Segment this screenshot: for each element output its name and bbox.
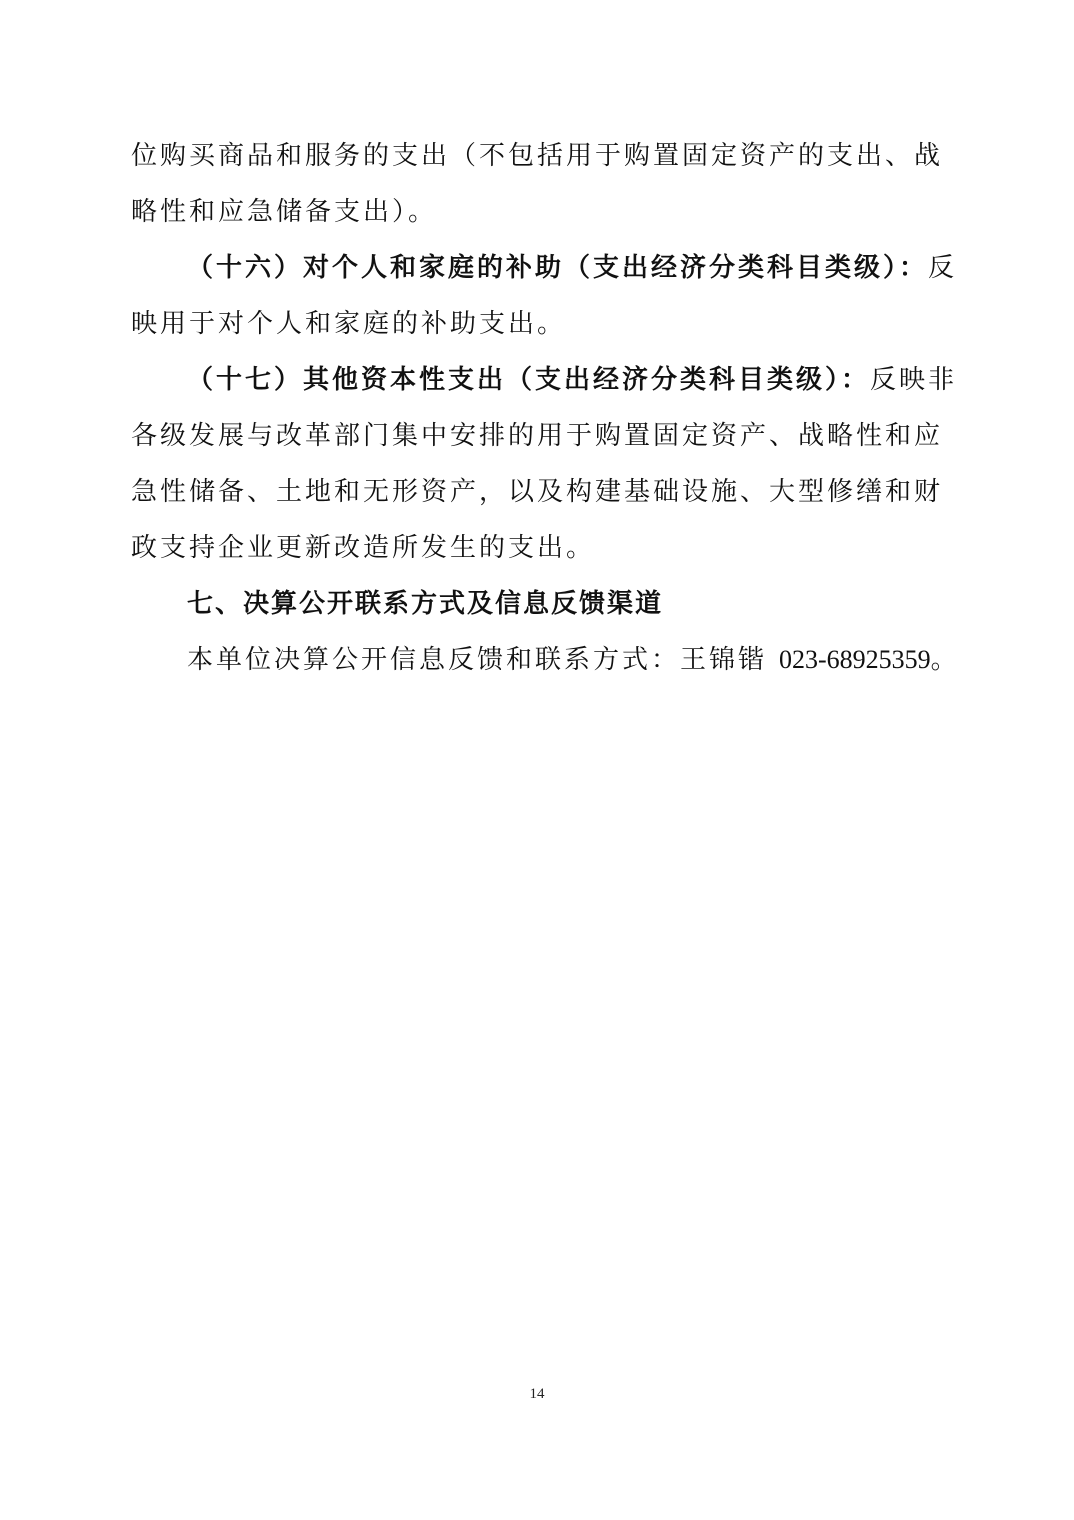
- paragraph-line: 政支持企业更新改造所发生的支出。: [131, 533, 596, 563]
- item-16-title: （十六）对个人和家庭的补助（支出经济分类科目类级）：: [187, 253, 929, 283]
- item-17-text: 反映非: [870, 365, 958, 395]
- item-17-title-line: [187, 362, 958, 398]
- item-16-text: 反: [928, 253, 958, 283]
- paragraph-line: 急性储备、土地和无形资产，以及构建基础设施、大型修缮和财: [131, 477, 944, 507]
- item-16-text-line: 映用于对个人和家庭的补助支出。: [131, 309, 567, 339]
- item-17-title: （十七）其他资本性支出（支出经济分类科目类级）：: [187, 365, 871, 395]
- section-7-heading: 七、决算公开联系方式及信息反馈渠道: [187, 589, 664, 619]
- paragraph-line: 略性和应急储备支出）。: [131, 197, 438, 227]
- contact-phone: 023-68925359。: [779, 645, 957, 674]
- paragraph-line: 各级发展与改革部门集中安排的用于购置固定资产、战略性和应: [131, 421, 944, 451]
- contact-line: [187, 642, 957, 678]
- contact-label: 本单位决算公开信息反馈和联系方式：王锦锴: [187, 645, 768, 675]
- paragraph-line: 位购买商品和服务的支出（不包括用于购置固定资产的支出、战: [131, 141, 944, 171]
- page-number: 14: [529, 1386, 545, 1402]
- item-16-title-line: [187, 250, 958, 286]
